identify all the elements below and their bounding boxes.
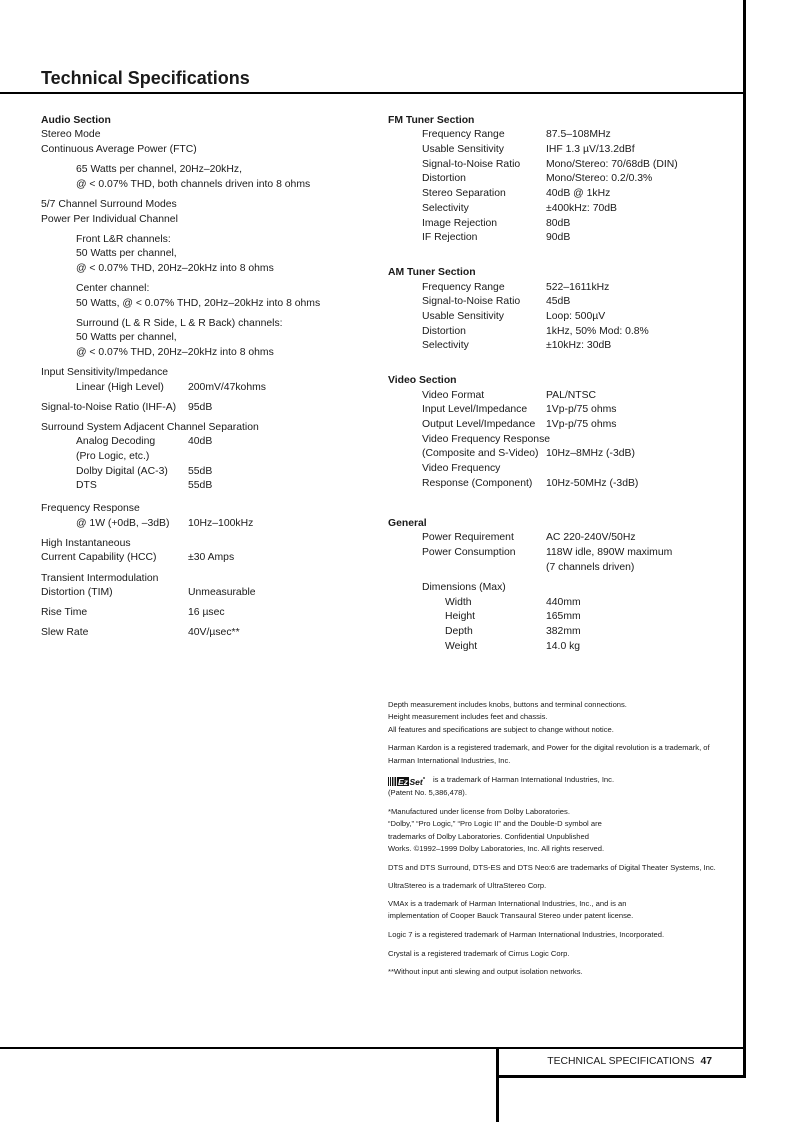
footer-rule	[0, 1047, 745, 1049]
spec-label: Continuous Average Power (FTC)	[41, 144, 197, 155]
spec-value: 118W idle, 890W maximum	[546, 547, 673, 558]
spec-text: 50 Watts, @ < 0.07% THD, 20Hz–20kHz into 8 ohms	[76, 298, 321, 309]
footnote-line: All features and specifications are subject to change without notice.	[388, 725, 614, 734]
spec-value: PAL/NTSC	[546, 390, 597, 401]
spec-text: 50 Watts per channel,	[76, 332, 177, 343]
ezset-logo	[388, 774, 434, 787]
spec-label: Surround System Adjacent Channel Separation	[41, 422, 259, 433]
spec-label: Frequency Range	[422, 129, 505, 140]
spec-label: DTS	[76, 480, 97, 491]
footnote-line: *Manufactured under license from Dolby Laboratories.	[388, 807, 570, 816]
page-number: 47	[700, 1056, 712, 1067]
fm-section-heading: FM Tuner Section	[388, 115, 475, 126]
footnote-line: Depth measurement includes knobs, buttons and terminal connections.	[388, 700, 627, 709]
header-rule	[0, 92, 745, 94]
footnote-line: implementation of Cooper Bauck Transaural Stereo under patent license.	[388, 911, 634, 920]
footer-section-label: TECHNICAL SPECIFICATIONS	[547, 1056, 695, 1067]
spec-text: @ < 0.07% THD, 20Hz–20kHz into 8 ohms	[76, 347, 274, 358]
spec-label: Signal-to-Noise Ratio	[422, 296, 521, 307]
spec-value: IHF 1.3 µV/13.2dBf	[546, 144, 635, 155]
spec-value: 10Hz–8MHz (-3dB)	[546, 448, 635, 459]
svg-text:Set: Set	[409, 777, 423, 787]
footnote-line: Works. ©1992–1999 Dolby Laboratories, Inc. All rights reserved.	[388, 844, 605, 853]
spec-text: Center channel:	[76, 283, 150, 294]
footer-divider-rule	[496, 1047, 499, 1122]
spec-label: Dolby Digital (AC-3)	[76, 466, 168, 477]
spec-label: Response (Component)	[422, 478, 533, 489]
spec-label: Video Frequency	[422, 463, 501, 474]
ezset-logo-graphic	[388, 776, 434, 787]
general-section-heading: General	[388, 518, 427, 529]
footnote-line: Logic 7 is a registered trademark of Harman International Industries, Incorporated.	[388, 930, 665, 939]
spec-label: Power Consumption	[422, 547, 516, 558]
spec-value: ±30 Amps	[188, 552, 235, 563]
spec-value: 14.0 kg	[546, 641, 581, 652]
footnote-line: Height measurement includes feet and chassis.	[388, 712, 548, 721]
spec-value: 87.5–108MHz	[546, 129, 611, 140]
spec-value: ±400kHz: 70dB	[546, 203, 617, 214]
spec-value: 10Hz–100kHz	[188, 518, 254, 529]
footnote-line: Crystal is a registered trademark of Cirrus Logic Corp.	[388, 949, 570, 958]
spec-label: Stereo Mode	[41, 129, 101, 140]
spec-label: Selectivity	[422, 203, 469, 214]
spec-value: 382mm	[546, 626, 581, 637]
footnote-line: VMAx is a trademark of Harman International Industries, Inc., and is an	[388, 899, 627, 908]
footer-bottom-rule	[497, 1075, 746, 1078]
spec-value: AC 220-240V/50Hz	[546, 532, 636, 543]
footnote-line: DTS and DTS Surround, DTS-ES and DTS Neo:6 are trademarks of Digital Theater Systems, Inc.	[388, 863, 716, 872]
spec-value: 55dB	[188, 466, 213, 477]
spec-label: @ 1W (+0dB, –3dB)	[76, 518, 170, 529]
spec-text: Surround (L & R Side, L & R Back) channels:	[76, 318, 283, 329]
spec-label: Height	[445, 611, 476, 622]
right-margin-rule	[743, 0, 746, 1076]
spec-label: (Composite and S-Video)	[422, 448, 539, 459]
spec-text: Front L&R channels:	[76, 234, 171, 245]
audio-section-heading: Audio Section	[41, 115, 111, 126]
spec-value: 95dB	[188, 402, 213, 413]
spec-label: Rise Time	[41, 607, 88, 618]
spec-label: Distortion (TIM)	[41, 587, 113, 598]
spec-text: @ < 0.07% THD, 20Hz–20kHz into 8 ohms	[76, 263, 274, 274]
footnote-line: is a trademark of Harman International Industries, Inc.	[433, 775, 615, 784]
spec-label: (Pro Logic, etc.)	[76, 451, 150, 462]
spec-label: Current Capability (HCC)	[41, 552, 157, 563]
spec-value: ±10kHz: 30dB	[546, 340, 612, 351]
spec-label: Power Per Individual Channel	[41, 214, 178, 225]
spec-value: 1Vp-p/75 ohms	[546, 404, 617, 415]
spec-label: Video Format	[422, 390, 485, 401]
spec-label: High Instantaneous	[41, 538, 131, 549]
spec-label: Frequency Response	[41, 503, 140, 514]
spec-label: 5/7 Channel Surround Modes	[41, 199, 177, 210]
spec-label: Distortion	[422, 326, 466, 337]
spec-label: Usable Sensitivity	[422, 144, 505, 155]
spec-label: Signal-to-Noise Ratio (IHF-A)	[41, 402, 177, 413]
spec-label: Slew Rate	[41, 627, 89, 638]
spec-value: 40dB	[188, 436, 213, 447]
page-footer	[547, 1056, 712, 1067]
spec-value: 440mm	[546, 597, 581, 608]
spec-value: Mono/Stereo: 70/68dB (DIN)	[546, 159, 678, 170]
footnote-line: (Patent No. 5,386,478).	[388, 788, 467, 797]
footnote-line: **Without input anti slewing and output isolation networks.	[388, 967, 583, 976]
spec-label: Linear (High Level)	[76, 382, 164, 393]
am-section-heading: AM Tuner Section	[388, 267, 476, 278]
spec-label: Input Level/Impedance	[422, 404, 528, 415]
spec-value: 16 µsec	[188, 607, 225, 618]
svg-text:Ez: Ez	[398, 777, 408, 787]
spec-label: IF Rejection	[422, 232, 478, 243]
spec-value: 1Vp-p/75 ohms	[546, 419, 617, 430]
footnote-line: Harman International Industries, Inc.	[388, 756, 511, 765]
spec-text: 65 Watts per channel, 20Hz–20kHz,	[76, 164, 242, 175]
spec-value: 90dB	[546, 232, 571, 243]
spec-value: 200mV/47kohms	[188, 382, 266, 393]
spec-value: Loop: 500µV	[546, 311, 606, 322]
spec-label: Stereo Separation	[422, 188, 506, 199]
spec-value: 45dB	[546, 296, 571, 307]
spec-value: 522–1611kHz	[546, 282, 610, 293]
spec-label: Distortion	[422, 173, 466, 184]
spec-label: Usable Sensitivity	[422, 311, 505, 322]
footnote-line: Harman Kardon is a registered trademark, and Power for the digital revolution is a trademark, of	[388, 743, 710, 752]
spec-text: @ < 0.07% THD, both channels driven into 8 ohms	[76, 179, 311, 190]
spec-label: Analog Decoding	[76, 436, 156, 447]
spec-label: Width	[445, 597, 472, 608]
spec-value: (7 channels driven)	[546, 562, 635, 573]
spec-value: 165mm	[546, 611, 581, 622]
spec-value: Unmeasurable	[188, 587, 256, 598]
spec-label: Output Level/Impedance	[422, 419, 536, 430]
spec-label: Selectivity	[422, 340, 469, 351]
spec-value: Mono/Stereo: 0.2/0.3%	[546, 173, 653, 184]
spec-value: 1kHz, 50% Mod: 0.8%	[546, 326, 649, 337]
spec-label: Transient Intermodulation	[41, 573, 159, 584]
spec-value: 40dB @ 1kHz	[546, 188, 611, 199]
footnote-line: trademarks of Dolby Laboratories. Confidential Unpublished	[388, 832, 589, 841]
video-section-heading: Video Section	[388, 375, 457, 386]
footnote-line: “Dolby,” “Pro Logic,” “Pro Logic II” and the Double-D symbol are	[388, 819, 602, 828]
spec-label: Depth	[445, 626, 473, 637]
spec-label: Signal-to-Noise Ratio	[422, 159, 521, 170]
spec-label: Image Rejection	[422, 218, 498, 229]
page-title: Technical Specifications	[41, 68, 250, 88]
spec-text: 50 Watts per channel,	[76, 248, 177, 259]
spec-label: Weight	[445, 641, 478, 652]
spec-value: 80dB	[546, 218, 571, 229]
spec-label: Dimensions (Max)	[422, 582, 506, 593]
spec-label: Input Sensitivity/Impedance	[41, 367, 169, 378]
spec-label: Frequency Range	[422, 282, 505, 293]
spec-value: 40V/µsec**	[188, 627, 240, 638]
spec-label: Power Requirement	[422, 532, 514, 543]
spec-label: Video Frequency Response	[422, 434, 551, 445]
spec-value: 10Hz-50MHz (-3dB)	[546, 478, 639, 489]
footnote-line: UltraStereo is a trademark of UltraStereo Corp.	[388, 881, 547, 890]
spec-value: 55dB	[188, 480, 213, 491]
